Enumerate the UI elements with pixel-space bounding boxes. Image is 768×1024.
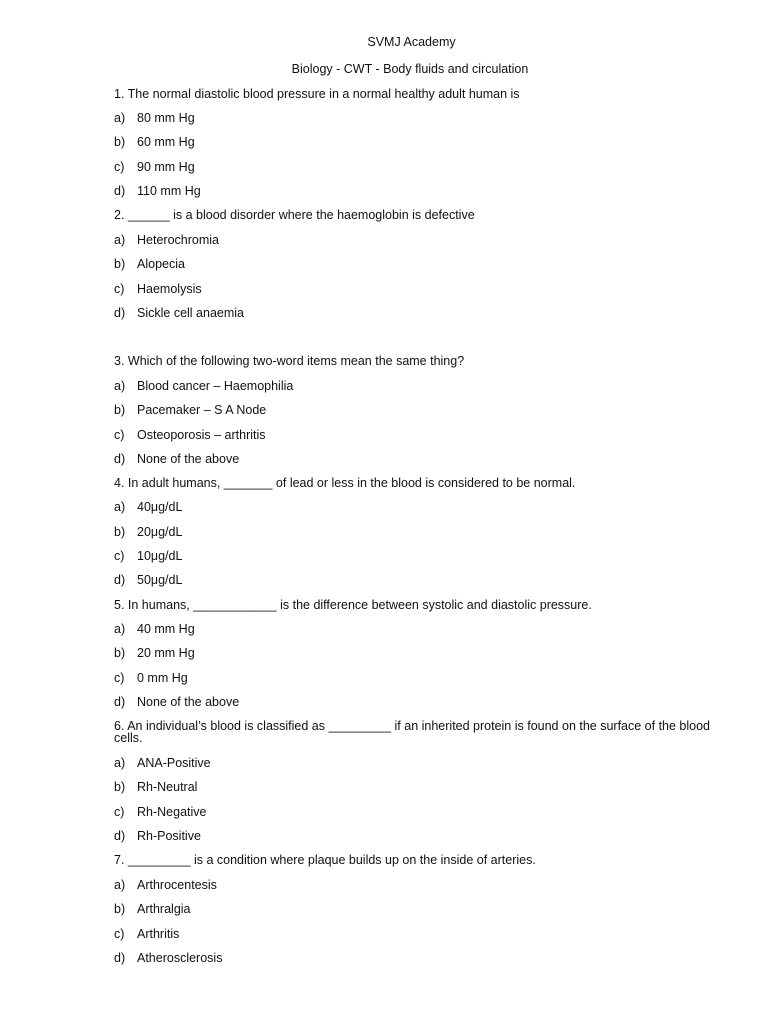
option-letter: a) [114,111,126,125]
option-letter: b) [114,780,126,794]
option-text: 80 mm Hg [137,111,195,125]
option-text: 40μg/dL [137,500,183,514]
option-text: Rh-Negative [137,805,207,819]
option-text: Arthritis [137,927,180,941]
question-6: 6. An individual’s blood is classified as _________ if an inherited protein is found on the surface of the blood cells. [114,719,711,745]
option-letter: c) [114,671,125,685]
option-letter: d) [114,306,126,320]
option-letter: b) [114,646,126,660]
option-letter: a) [114,622,126,636]
question-7: 7. _________ is a condition where plaque builds up on the inside of arteries. [114,853,536,867]
option-letter: d) [114,695,126,709]
option-letter: d) [114,951,126,965]
option-letter: d) [114,452,126,466]
option-letter: a) [114,233,126,247]
question-5: 5. In humans, ____________ is the difference between systolic and diastolic pressure. [114,598,592,612]
option-text: Arthrocentesis [137,878,217,892]
option-text: Arthralgia [137,902,191,916]
option-letter: a) [114,878,126,892]
question-4: 4. In adult humans, _______ of lead or less in the blood is considered to be normal. [114,476,576,490]
option-text: ANA-Positive [137,756,211,770]
question-2: 2. ______ is a blood disorder where the haemoglobin is defective [114,208,475,222]
test-title: Biology - CWT - Body fluids and circulation [291,62,529,76]
option-text: Alopecia [137,257,185,271]
option-text: 20 mm Hg [137,646,195,660]
option-letter: b) [114,257,126,271]
option-letter: a) [114,756,126,770]
option-text: 20μg/dL [137,525,183,539]
option-letter: d) [114,184,126,198]
option-letter: d) [114,573,126,587]
option-letter: c) [114,805,125,819]
option-letter: c) [114,428,125,442]
option-text: None of the above [137,452,240,466]
option-text: 40 mm Hg [137,622,195,636]
option-text: Sickle cell anaemia [137,306,244,320]
option-text: Blood cancer – Haemophilia [137,379,294,393]
option-text: 10μg/dL [137,549,183,563]
question-1: 1. The normal diastolic blood pressure in a normal healthy adult human is [114,87,520,101]
option-text: Pacemaker – S A Node [137,403,267,417]
option-text: 50μg/dL [137,573,183,587]
option-letter: b) [114,403,126,417]
option-letter: c) [114,549,125,563]
option-letter: b) [114,902,126,916]
option-text: Atherosclerosis [137,951,223,965]
option-letter: b) [114,135,126,149]
question-3: 3. Which of the following two-word items mean the same thing? [114,354,465,368]
option-text: Haemolysis [137,282,202,296]
option-letter: a) [114,500,126,514]
option-letter: c) [114,160,125,174]
option-text: 60 mm Hg [137,135,195,149]
option-letter: c) [114,282,125,296]
option-text: Heterochromia [137,233,219,247]
option-letter: c) [114,927,125,941]
option-text: 110 mm Hg [137,184,201,198]
option-text: 0 mm Hg [137,671,188,685]
option-text: 90 mm Hg [137,160,195,174]
option-letter: b) [114,525,126,539]
option-letter: a) [114,379,126,393]
option-letter: d) [114,829,126,843]
option-text: None of the above [137,695,240,709]
option-text: Rh-Positive [137,829,201,843]
option-text: Osteoporosis – arthritis [137,428,266,442]
option-text: Rh-Neutral [137,780,198,794]
school-name: SVMJ Academy [367,35,456,49]
